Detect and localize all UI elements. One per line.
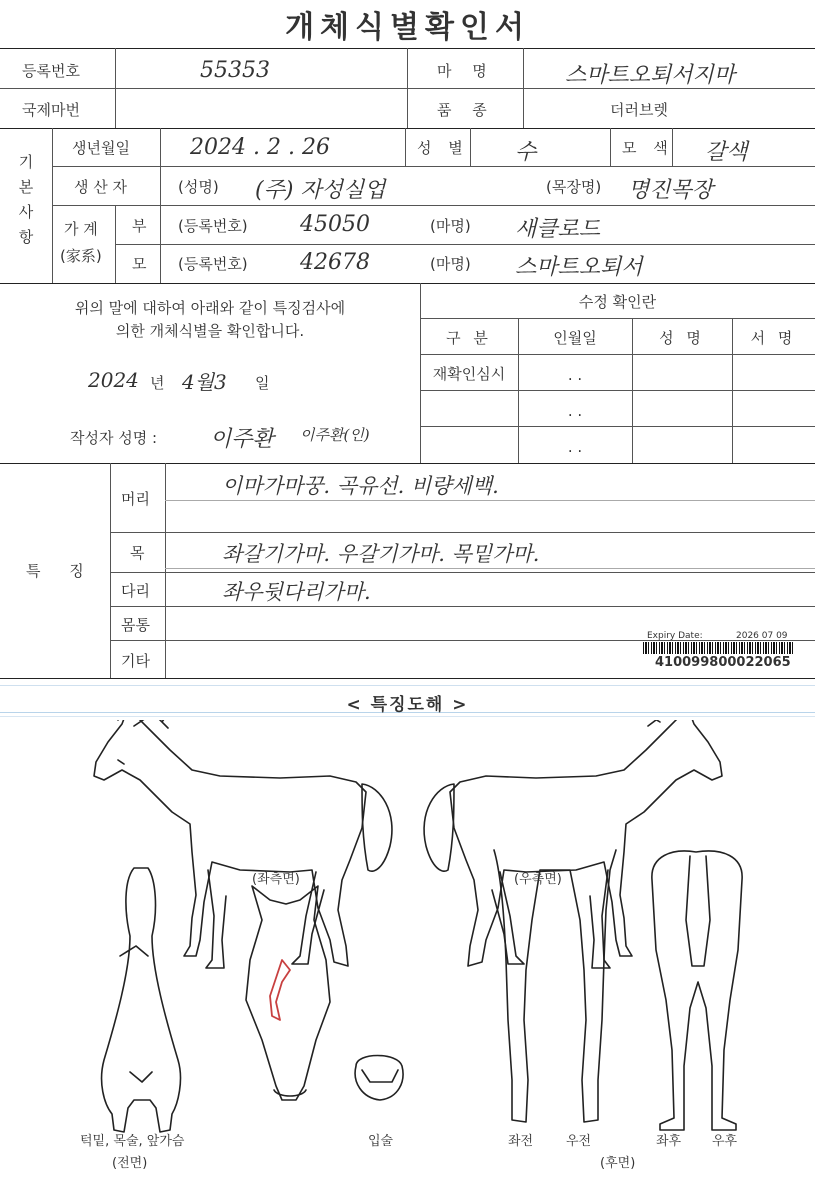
author-seal: 이주환(인)	[300, 426, 370, 444]
caption-left-side: (좌측면)	[252, 872, 300, 887]
sex-label: 성 별	[417, 139, 469, 157]
revision-col-type: 구 분	[446, 329, 492, 347]
date-year: 2024	[88, 368, 139, 392]
left-side-horse-outline	[94, 720, 392, 968]
author-label: 작성자 성명 :	[70, 429, 158, 447]
revision-row1-type: 재확인심시	[432, 365, 506, 383]
caption-front-view: (전면)	[112, 1156, 148, 1171]
feature-legs-label: 다리	[121, 582, 150, 600]
farm-label: (목장명)	[546, 178, 602, 196]
dam-name-label: (마명)	[430, 255, 471, 273]
birth-label: 생년월일	[72, 139, 130, 157]
date-day-unit: 일	[255, 374, 270, 392]
horse-name-label: 마 명	[437, 62, 495, 80]
sire-name-value: 새클로드	[515, 217, 601, 242]
expiry-number: 410099800022065	[655, 655, 791, 670]
features-section-label: 특 징	[26, 562, 96, 580]
revision-title: 수정 확인란	[578, 293, 657, 311]
expiry-date: 2026 07 09	[736, 631, 788, 641]
caption-front-left: 좌전	[508, 1134, 534, 1149]
barcode	[643, 642, 793, 654]
horse-diagram	[0, 720, 815, 1190]
feature-head-label: 머리	[121, 490, 150, 508]
dam-label: 모	[132, 255, 147, 273]
caption-hind-left: 좌후	[656, 1134, 682, 1149]
breed-value: 더러브렛	[610, 101, 668, 119]
forehead-marking	[270, 960, 290, 1020]
feature-neck-value: 좌갈기가마. 우갈기가마. 목밑가마.	[222, 542, 540, 566]
statement-line2: 의한 개체식별을 확인합니다.	[115, 322, 305, 340]
author-value: 이주환	[210, 427, 274, 452]
front-legs-outline	[494, 850, 616, 1122]
feature-legs-value: 좌우뒷다리가마.	[222, 580, 371, 604]
caption-front-right: 우전	[566, 1134, 592, 1149]
intl-no-label: 국제마번	[22, 101, 80, 119]
right-side-horse-outline	[424, 720, 722, 968]
sire-label: 부	[132, 217, 147, 235]
breeder-name-value: (주) 자성실업	[255, 178, 386, 203]
farm-value: 명진목장	[628, 178, 714, 203]
revision-row1-date: . .	[567, 366, 583, 384]
sire-name-label: (마명)	[430, 217, 471, 235]
feature-body-label: 몸통	[121, 616, 150, 634]
pedigree-label: 가 계	[64, 220, 98, 238]
statement-line1: 위의 말에 대하여 아래와 같이 특징검사에	[74, 299, 346, 317]
revision-col-name: 성 명	[659, 329, 705, 347]
caption-right-side: (우측면)	[514, 872, 562, 887]
expiry-label: Expiry Date:	[647, 631, 703, 641]
feature-head-value: 이마가마꿍. 곡유선. 비량세백.	[222, 474, 499, 498]
front-view-outline	[102, 868, 181, 1132]
document-title: 개체식별확인서	[285, 10, 530, 45]
pedigree-label-hanja: (家系)	[60, 247, 102, 265]
sex-value: 수	[515, 140, 537, 165]
diagram-title: < 특징도해 >	[346, 695, 469, 715]
feature-neck-label: 목	[130, 544, 145, 562]
breeder-label: 생 산 자	[74, 178, 128, 196]
horse-name-value: 스마트오퇴서지마	[565, 63, 736, 88]
birth-value: 2024 . 2 . 26	[190, 135, 330, 160]
dam-reg-label: (등록번호)	[178, 255, 248, 273]
caption-rear-view: (후면)	[600, 1156, 636, 1171]
revision-col-date: 인월일	[553, 329, 597, 347]
muzzle-outline	[355, 1056, 403, 1101]
revision-row3-date: . .	[567, 438, 583, 456]
revision-col-sign: 서 명	[750, 329, 797, 347]
rear-view-outline	[652, 851, 742, 1130]
date-month-day: 4월3	[182, 370, 227, 394]
reg-no-value: 55353	[200, 58, 270, 83]
reg-no-label: 등록번호	[22, 62, 80, 80]
sire-reg-label: (등록번호)	[178, 217, 248, 235]
basic-section-label: 기본사항	[18, 153, 34, 246]
breed-label: 품 종	[437, 101, 495, 119]
sire-reg-value: 45050	[300, 212, 370, 237]
feature-other-label: 기타	[121, 652, 150, 670]
caption-hind-right: 우후	[712, 1134, 738, 1149]
revision-row2-date: . .	[567, 402, 583, 420]
caption-muzzle: 입술	[368, 1134, 394, 1149]
date-year-unit: 년	[150, 374, 165, 392]
dam-name-value: 스마트오퇴서	[515, 255, 643, 280]
caption-front-parts: 턱밑, 목술, 앞가슴	[80, 1134, 185, 1149]
head-front-outline	[246, 886, 330, 1100]
color-value: 갈색	[705, 140, 748, 165]
breeder-name-label: (성명)	[178, 178, 219, 196]
color-label: 모 색	[622, 139, 674, 157]
dam-reg-value: 42678	[300, 250, 370, 275]
